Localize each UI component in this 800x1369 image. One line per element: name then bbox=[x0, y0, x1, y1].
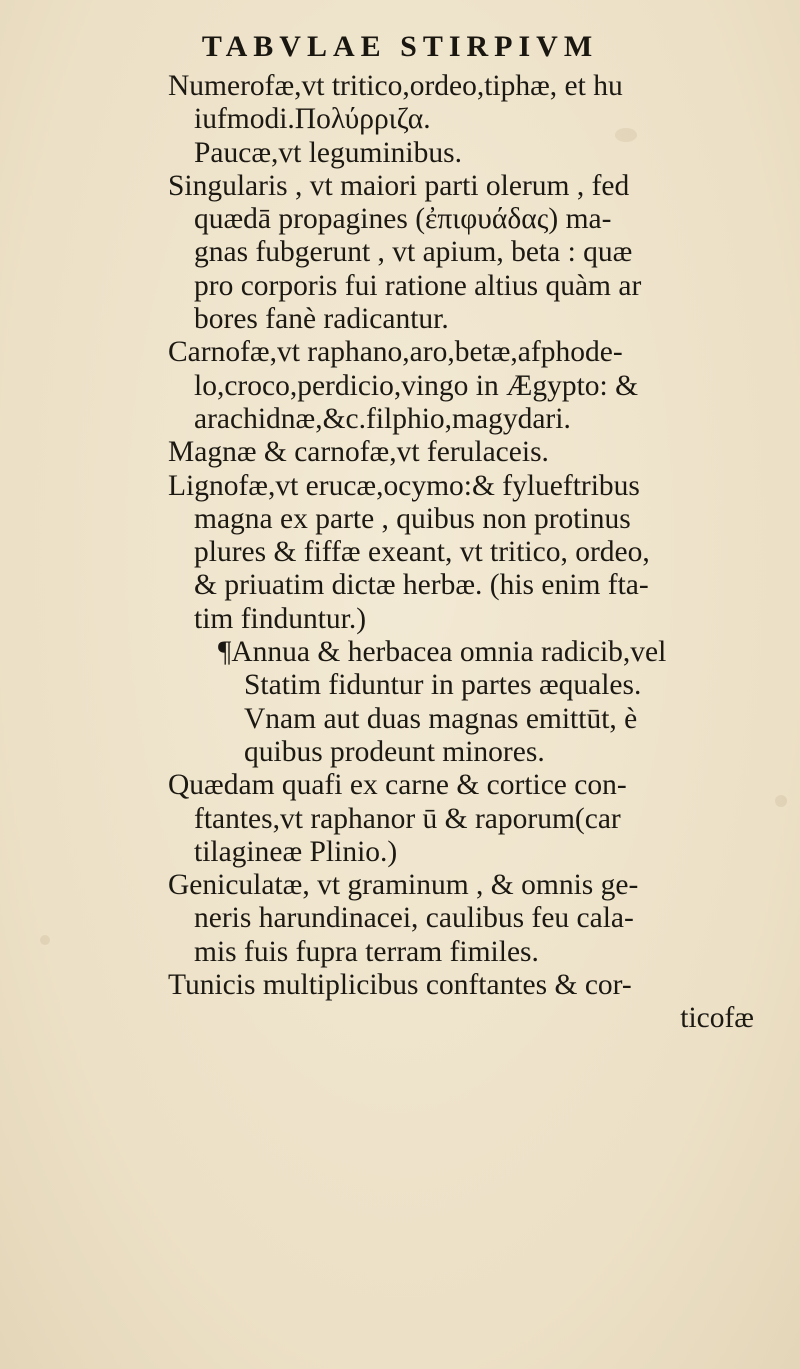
catchword: ticofæ bbox=[680, 1002, 754, 1035]
text-line: arachidnæ,&c.filphio,magydari. bbox=[194, 402, 571, 435]
text-line: Carnofæ,vt raphano,aro,betæ,afphode- bbox=[168, 336, 623, 369]
foxing-stain bbox=[40, 935, 50, 945]
text-line: Numerofæ,vt tritico,ordeo,tiphæ, et hu bbox=[168, 70, 623, 102]
text-line: Paucæ,vt leguminibus. bbox=[194, 136, 462, 169]
text-line: neris harundinacei, caulibus feu cala- bbox=[194, 902, 634, 935]
text-line: ftantes,vt raphanor ū & raporum(car bbox=[194, 802, 621, 835]
text-line: Lignofæ,vt erucæ,ocymo:& fylueftribus bbox=[168, 469, 640, 502]
text-line: Vnam aut duas magnas emittūt, è bbox=[244, 702, 638, 735]
text-line: iufmodi.Πολύρριζα. bbox=[194, 103, 431, 136]
text-line: Statim fiduntur in partes æquales. bbox=[244, 669, 642, 702]
text-line: tilagineæ Plinio.) bbox=[194, 835, 398, 868]
text-line: & priuatim dictæ herbæ. (his enim fta- bbox=[194, 569, 649, 602]
text-line: pro corporis fui ratione altius quàm ar bbox=[194, 269, 642, 302]
text-line: Magnæ & carnofæ,vt ferulaceis. bbox=[168, 436, 549, 469]
text-line: tim finduntur.) bbox=[194, 602, 367, 635]
body-text bbox=[168, 70, 768, 1036]
text-line: bores fanè radicantur. bbox=[194, 303, 449, 336]
text-line: Tunicis multiplicibus conftantes & cor- bbox=[168, 969, 632, 1002]
text-line: quædā propagines (ἐπιφυάδας) ma- bbox=[194, 203, 612, 236]
text-line: Singularis , vt maiori parti olerum , fed bbox=[168, 169, 630, 202]
text-line: magna ex parte , quibus non protinus bbox=[194, 502, 631, 535]
text-line: plures & fiffæ exeant, vt tritico, ordeo, bbox=[194, 536, 650, 569]
text-line: quibus prodeunt minores. bbox=[244, 735, 545, 768]
text-line: mis fuis fupra terram fimiles. bbox=[194, 935, 539, 968]
foxing-stain bbox=[775, 795, 787, 807]
text-line: lo,croco,perdicio,vingo in Ægypto: & bbox=[194, 369, 639, 402]
text-line: Geniculatæ, vt graminum , & omnis ge- bbox=[168, 869, 639, 902]
text-line: Quædam quafi ex carne & cortice con- bbox=[168, 769, 627, 802]
text-line: ¶Annua & herbacea omnia radicib,vel bbox=[218, 636, 667, 669]
running-head: TABVLAE STIRPIVM bbox=[201, 30, 599, 63]
text-line: gnas fubgerunt , vt apium, beta : quæ bbox=[194, 236, 633, 269]
